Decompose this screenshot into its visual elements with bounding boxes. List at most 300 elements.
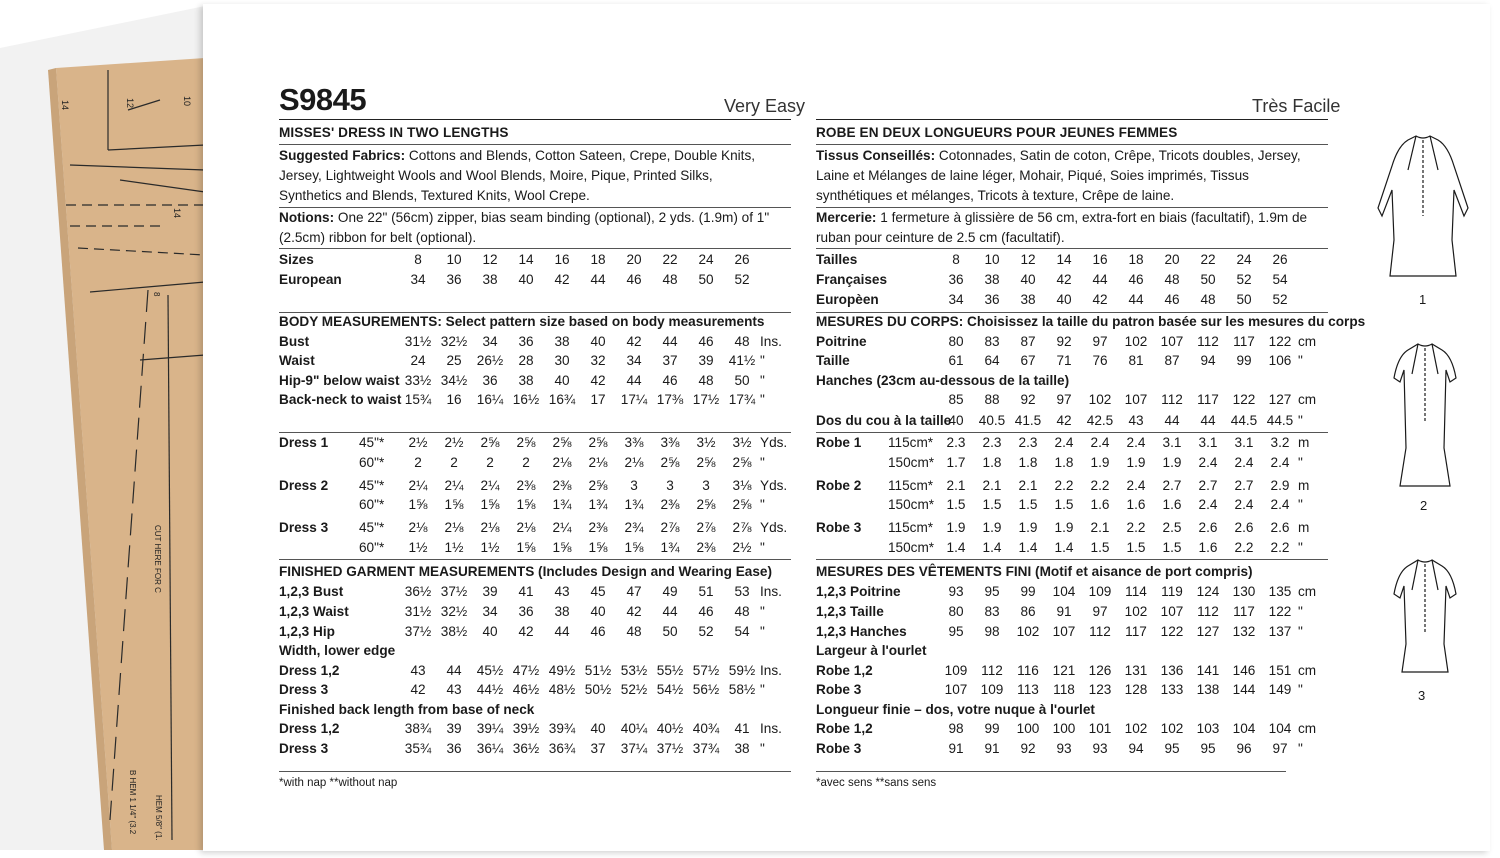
row-label: Poitrine [816,334,867,349]
table-cell: 2.4 [1270,455,1290,470]
table-cell: 2¼ [552,520,572,535]
row-label: Taille [816,353,850,368]
table-cell: 2½ [732,540,752,555]
table-cell: 37½ [440,584,468,599]
svg-text:8: 8 [152,292,161,297]
table-cell: 149 [1268,682,1292,697]
table-cell: 2⅜ [552,478,572,493]
table-cell: 2⅛ [516,520,536,535]
row-label: Dress 1,2 [279,663,340,678]
table-cell: 3 [630,478,638,493]
table-cell: 97 [1092,334,1108,349]
title-fr: ROBE EN DEUX LONGUEURS POUR JEUNES FEMMES [816,125,1178,140]
table-cell: 2⅛ [444,520,464,535]
table-cell: 17½ [692,392,720,407]
table-cell: 133 [1160,682,1184,697]
table-cell: 64 [984,353,1000,368]
table-cell: 14 [1056,252,1072,267]
table-cell: 2⅝ [552,435,572,450]
table-cell: 1.9 [1126,455,1146,470]
table-cell: 107 [1160,604,1184,619]
table-cell: 146 [1232,663,1256,678]
table-cell: 50 [734,373,750,388]
unit-label: " [1298,540,1303,555]
table-cell: 24 [698,252,714,267]
table-cell: 151 [1268,663,1292,678]
table-cell: 34 [482,334,498,349]
table-cell: 88 [984,392,1000,407]
row-label: Dress 3 [279,741,329,756]
table-cell: 41 [518,584,534,599]
section-heading: FINISHED GARMENT MEASUREMENTS (Includes Design and Wearing Ease) [279,564,772,579]
table-cell: 1.5 [1126,540,1146,555]
table-cell: 22 [1200,252,1216,267]
table-cell: 1.9 [1018,520,1038,535]
table-cell: 141 [1196,663,1220,678]
table-cell: 103 [1196,721,1220,736]
table-cell: 8 [952,252,960,267]
table-cell: 26 [734,252,750,267]
table-cell: 102 [1088,392,1112,407]
unit-label: " [760,497,765,512]
table-cell: 1.4 [1018,540,1038,555]
table-cell: 32 [590,353,606,368]
table-cell: 135 [1268,584,1292,599]
table-cell: 122 [1268,334,1292,349]
table-cell: 95 [984,584,1000,599]
table-cell: 1⅝ [516,497,536,512]
table-cell: 16¾ [548,392,576,407]
table-cell: 40 [518,272,534,287]
table-cell: 2½ [408,435,428,450]
table-cell: 34 [410,272,426,287]
table-cell: 40 [1020,272,1036,287]
table-cell: 1.5 [1054,497,1074,512]
table-cell: 96 [1236,741,1252,756]
table-cell: 112 [1161,392,1183,407]
svg-text:10: 10 [182,96,192,107]
table-cell: 32½ [440,334,468,349]
table-cell: 8 [414,252,422,267]
table-cell: 2.7 [1162,478,1182,493]
table-cell: 36½ [512,741,540,756]
table-cell: 126 [1088,663,1112,678]
table-cell: 2⅛ [624,455,644,470]
table-cell: 81 [1128,353,1144,368]
notions-en: Notions: One 22" (56cm) zipper, bias seam binding (optional), 2 yds. (1.9m) of 1" (2.5cm) ribbon for belt (optional). [279,210,770,245]
table-cell: 46 [698,334,714,349]
table-cell: 46 [698,604,714,619]
table-cell: 55½ [656,663,684,678]
unit-label: " [1298,353,1303,368]
fabric-width: 60"* [359,497,385,512]
table-cell: 1.8 [982,455,1002,470]
table-cell: 16½ [512,392,540,407]
table-cell: 40½ [656,721,684,736]
unit-label: cm [1298,584,1317,599]
footnote-en: *with nap **without nap [279,777,398,789]
table-cell: 2⅝ [696,455,716,470]
unit-label: Ins. [760,721,782,736]
table-cell: 2⅜ [660,497,680,512]
table-cell: 1.9 [1162,455,1182,470]
table-cell: 2.3 [1018,435,1038,450]
table-cell: 43 [1128,413,1144,428]
view-number-3: 3 [1418,688,1426,703]
table-cell: 2⅜ [516,478,536,493]
table-cell: 40 [590,604,606,619]
table-cell: 117 [1197,392,1219,407]
unit-label: " [760,373,765,388]
table-cell: 39 [482,584,498,599]
table-cell: 2.4 [1090,435,1110,450]
unit-label: " [1298,604,1303,619]
table-cell: 2.2 [1090,478,1110,493]
table-cell: 107 [944,682,968,697]
table-cell: 1¾ [552,497,572,512]
table-cell: 39 [698,353,714,368]
table-cell: 2.4 [1270,497,1290,512]
table-cell: 99 [984,721,1000,736]
table-cell: 46 [1164,292,1180,307]
svg-text:12: 12 [125,98,135,109]
unit-label: " [760,392,765,407]
table-cell: 34 [626,353,642,368]
table-cell: 87 [1020,334,1036,349]
table-cell: 1⅝ [624,540,644,555]
table-cell: 16 [554,252,570,267]
table-cell: 1½ [408,540,428,555]
unit-label: m [1298,520,1310,535]
table-cell: 138 [1196,682,1220,697]
table-cell: 17¾ [728,392,756,407]
table-cell: 52 [1272,292,1288,307]
table-cell: 40 [554,373,570,388]
table-cell: 2⅞ [732,520,752,535]
table-cell: 1.4 [982,540,1002,555]
table-cell: 38 [734,741,750,756]
table-cell: 2.3 [946,435,966,450]
table-cell: 39½ [512,721,540,736]
table-cell: 2.1 [946,478,966,493]
table-cell: 2.2 [1270,540,1290,555]
fabric-width: 45"* [359,478,385,493]
footnote-fr: *avec sens **sans sens [816,777,937,789]
table-cell: 36 [518,604,534,619]
table-cell: 131 [1124,663,1148,678]
notions-fr: Mercerie: 1 fermeture à glissière de 56 cm, extra-fort en biais (facultatif), 1.9m de ruban pour ceinture de 2.5 cm (facultatif). [816,210,1308,245]
table-cell: 107 [1160,334,1184,349]
table-cell: 39¾ [548,721,576,736]
table-cell: 38 [482,272,498,287]
table-cell: 101 [1088,721,1112,736]
unit-label: Ins. [760,663,782,678]
row-label: Finished back length from base of neck [279,702,535,717]
table-cell: 1.9 [1090,455,1110,470]
table-cell: 46 [590,624,606,639]
row-label: 1,2,3 Hanches [816,624,907,639]
table-cell: 43 [554,584,570,599]
table-cell: 2¼ [480,478,500,493]
row-label: Dress 1,2 [279,721,340,736]
table-cell: 2½ [444,435,464,450]
table-cell: 18 [590,252,606,267]
svg-text:B HEM 1 1/4" (3.2: B HEM 1 1/4" (3.2 [128,770,137,835]
row-label: Dress 1 [279,435,329,450]
table-cell: 1⅝ [444,497,464,512]
table-cell: 87 [1164,353,1180,368]
table-cell: 86 [1020,604,1036,619]
table-cell: 40¼ [620,721,648,736]
table-cell: 37¾ [692,741,720,756]
unit-label: cm [1298,721,1317,736]
table-cell: 48½ [548,682,576,697]
table-cell: 40 [482,624,498,639]
table-cell: 1⅝ [552,540,572,555]
table-cell: 48 [698,373,714,388]
table-cell: 49 [662,584,678,599]
table-cell: 2⅝ [588,435,608,450]
table-cell: 2 [450,455,458,470]
table-cell: 107 [1124,392,1148,407]
header-rule-fr [816,119,1328,120]
table-cell: 3⅜ [660,435,680,450]
table-cell: 50½ [584,682,612,697]
table-cell: 100 [1016,721,1040,736]
table-cell: 122 [1160,624,1184,639]
table-cell: 137 [1268,624,1292,639]
table-cell: 83 [984,604,1000,619]
table-cell: 109 [944,663,968,678]
table-cell: 104 [1268,721,1292,736]
unit-label: " [1298,624,1303,639]
table-cell: 38 [554,604,570,619]
table-cell: 1.9 [946,520,966,535]
table-cell: 46½ [512,682,540,697]
table-cell: 1⅝ [408,497,428,512]
table-cell: 37¼ [620,741,648,756]
dress-view-3-icon [1380,554,1470,684]
table-cell: 91 [948,741,964,756]
table-cell: 50 [698,272,714,287]
row-label: Dress 2 [279,478,329,493]
header-rule-en [279,119,791,120]
table-cell: 16 [1092,252,1108,267]
table-cell: 40.5 [978,413,1006,428]
table-cell: 20 [626,252,642,267]
unit-label: cm [1298,663,1317,678]
table-cell: 117 [1233,334,1255,349]
fabric-width: 150cm* [888,497,935,512]
table-cell: 45 [590,584,606,599]
table-cell: 2⅛ [552,455,572,470]
table-cell: 93 [948,584,964,599]
row-label: Longueur finie – dos, votre nuque à l'ourlet [816,702,1095,717]
fabric-width: 150cm* [888,455,935,470]
table-cell: 2⅜ [696,540,716,555]
table-cell: 54 [1272,272,1288,287]
table-cell: 2.4 [1234,455,1254,470]
table-cell: 102 [1016,624,1040,639]
table-cell: 16 [446,392,462,407]
table-cell: 2 [414,455,422,470]
table-cell: 2.6 [1270,520,1290,535]
table-cell: 10 [984,252,1000,267]
table-cell: 2⅝ [516,435,536,450]
table-cell: 51 [698,584,714,599]
table-cell: 2.2 [1126,520,1146,535]
fabric-width: 115cm* [888,520,934,535]
table-cell: 46 [1128,272,1144,287]
table-cell: 36 [446,272,462,287]
table-cell: 109 [980,682,1004,697]
table-cell: 2⅞ [696,520,716,535]
table-cell: 38¾ [404,721,432,736]
table-cell: 12 [482,252,498,267]
row-label: Robe 3 [816,741,862,756]
row-label: Robe 1,2 [816,663,873,678]
table-cell: 92 [1020,741,1036,756]
table-cell: 48 [626,624,642,639]
row-label: Robe 1 [816,435,862,450]
table-cell: 44 [1128,292,1144,307]
table-cell: 44 [662,334,678,349]
table-cell: 97 [1056,392,1072,407]
table-cell: 1¾ [660,540,680,555]
table-cell: 44.5 [1266,413,1294,428]
table-cell: 34 [948,292,964,307]
difficulty-fr: Très Facile [1252,96,1341,116]
table-cell: 22 [662,252,678,267]
row-label: Largeur à l'ourlet [816,643,927,658]
table-cell: 33½ [404,373,432,388]
table-cell: 3.1 [1162,435,1182,450]
table-cell: 43 [446,682,462,697]
table-cell: 46 [626,272,642,287]
table-cell: 37 [590,741,606,756]
table-cell: 85 [948,392,964,407]
table-cell: 15¾ [404,392,432,407]
table-cell: 38 [518,373,534,388]
table-cell: 58½ [728,682,756,697]
table-cell: 102 [1124,604,1148,619]
table-cell: 49½ [548,663,576,678]
table-cell: 3.2 [1270,435,1290,450]
tissue-mark-14: 14 [60,100,70,111]
table-cell: 28 [518,353,534,368]
table-cell: 26½ [476,353,504,368]
table-cell: 2⅞ [660,520,680,535]
view-number-1: 1 [1419,292,1427,307]
table-cell: 122 [1268,604,1292,619]
table-cell: 2⅛ [480,520,500,535]
table-cell: 36 [518,334,534,349]
table-cell: 42 [554,272,570,287]
table-cell: 2.5 [1162,520,1182,535]
row-label: Françaises [816,272,888,287]
row-label: European [279,272,342,287]
table-cell: 1.6 [1162,497,1182,512]
row-label: Hip-9" below waist [279,373,400,388]
fabric-width: 60"* [359,540,385,555]
table-cell: 44 [1092,272,1108,287]
unit-label: " [1298,682,1303,697]
row-label: Hanches (23cm au-dessous de la taille) [816,373,1070,388]
table-cell: 136 [1160,663,1184,678]
table-cell: 53½ [620,663,648,678]
table-cell: 95 [1164,741,1180,756]
table-cell: 97 [1092,604,1108,619]
row-label: Robe 1,2 [816,721,873,736]
table-cell: 112 [1089,624,1111,639]
unit-label: " [760,540,765,555]
table-cell: 2.7 [1234,478,1254,493]
table-cell: 18 [1128,252,1144,267]
fabric-width: 45"* [359,520,385,535]
row-label: Robe 2 [816,478,862,493]
unit-label: m [1298,478,1310,493]
table-cell: 92 [1056,334,1072,349]
table-cell: 1.6 [1090,497,1110,512]
table-cell: 3 [666,478,674,493]
table-cell: 53 [734,584,750,599]
table-cell: 47½ [512,663,540,678]
table-cell: 50 [662,624,678,639]
table-cell: 52 [698,624,714,639]
table-cell: 39¼ [476,721,504,736]
table-cell: 35¾ [404,741,432,756]
table-cell: 2.2 [1054,478,1074,493]
table-cell: 44 [626,373,642,388]
table-cell: 124 [1196,584,1220,599]
table-cell: 42 [1056,272,1072,287]
table-cell: 128 [1124,682,1148,697]
dress-view-2-icon [1380,338,1470,498]
table-cell: 1.8 [1054,455,1074,470]
table-cell: 80 [948,604,964,619]
table-cell: 98 [948,721,964,736]
table-cell: 47 [626,584,642,599]
table-cell: 76 [1092,353,1108,368]
table-cell: 83 [984,334,1000,349]
unit-label: cm [1298,392,1317,407]
table-cell: 44.5 [1230,413,1258,428]
table-cell: 144 [1232,682,1256,697]
table-cell: 44 [590,272,606,287]
title-en: MISSES' DRESS IN TWO LENGTHS [279,125,509,140]
unit-label: " [1298,497,1303,512]
table-cell: 2.6 [1234,520,1254,535]
row-label: Dos du cou à la taille [816,413,952,428]
unit-label: Yds. [760,478,788,493]
table-cell: 123 [1088,682,1112,697]
table-cell: 91 [984,741,1000,756]
table-cell: 2.1 [1090,520,1110,535]
fabrics-fr: Tissus Conseillés: Cotonnades, Satin de coton, Crêpe, Tricots doubles, Jersey, Laine et Mélanges de laine léger, Mohair, Piqué, Soies imprimés, Tissus synthétiques et mélanges, Tricots à texture, Crêpe de laine. [816,148,1301,203]
table-cell: 1⅝ [588,540,608,555]
table-cell: 36 [948,272,964,287]
table-cell: 99 [1236,353,1252,368]
unit-label: " [760,353,765,368]
table-cell: 50 [1200,272,1216,287]
table-cell: 1.5 [946,497,966,512]
table-cell: 92 [1020,392,1036,407]
table-cell: 44 [1200,413,1216,428]
table-cell: 51½ [584,663,612,678]
table-cell: 43 [410,663,426,678]
table-cell: 104 [1052,584,1076,599]
table-cell: 42 [1056,413,1072,428]
